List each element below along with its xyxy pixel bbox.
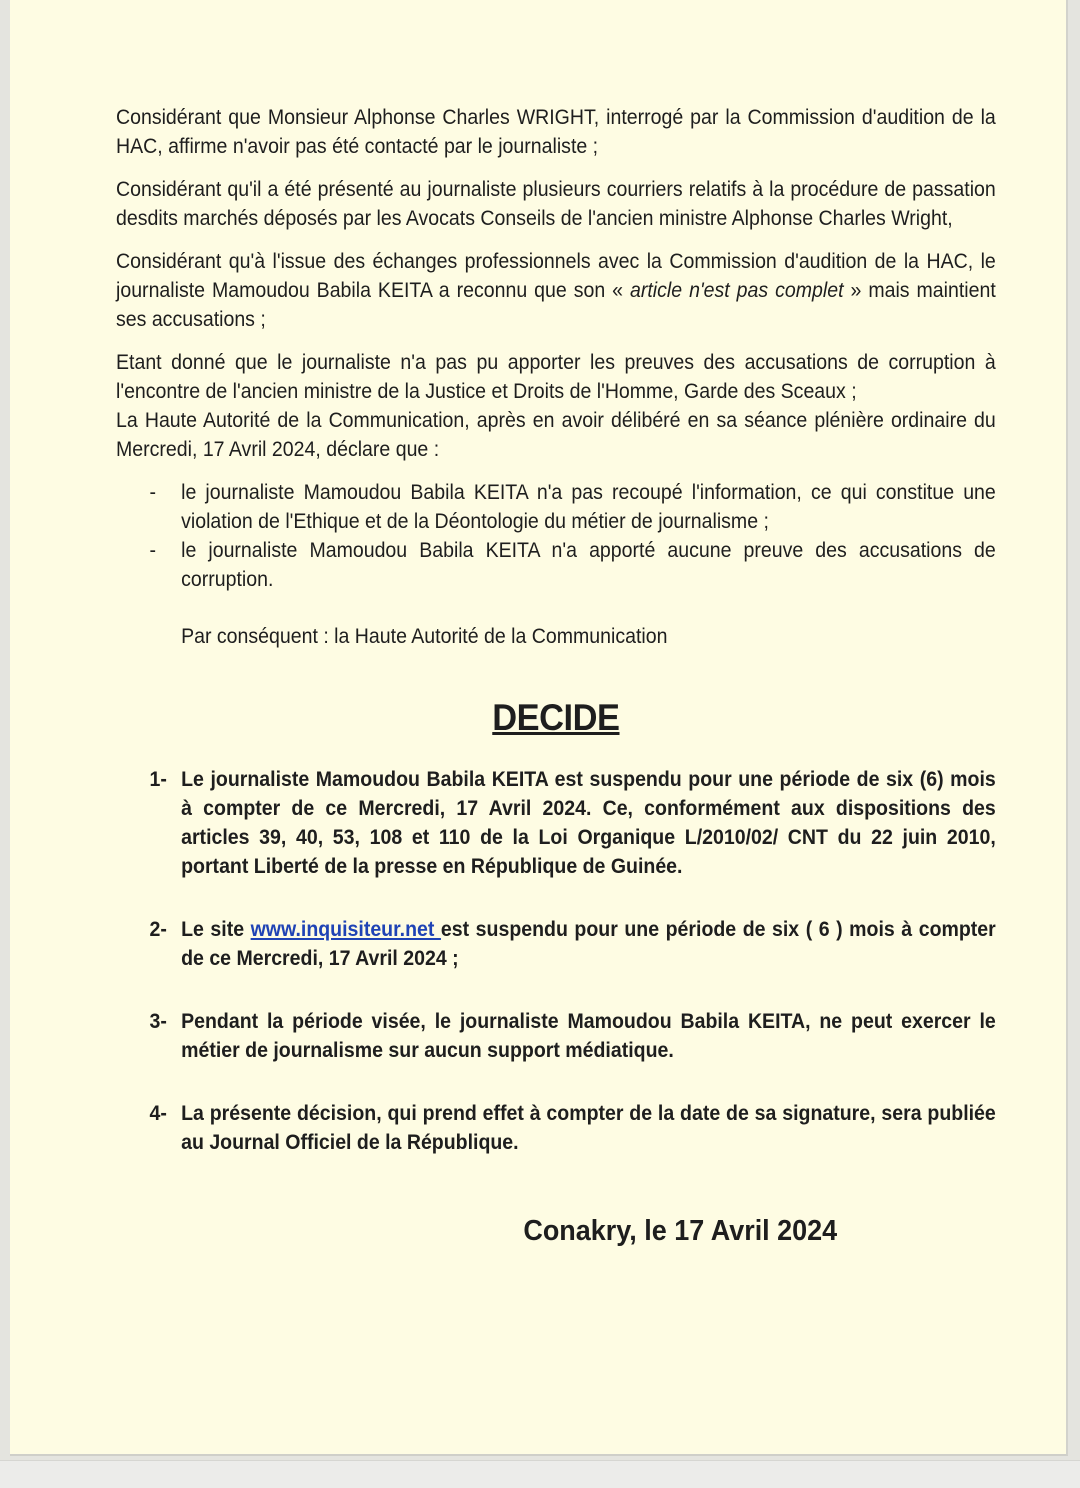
article-1 [116,765,996,881]
place-and-date: Conakry, le 17 Avril 2024 [523,1215,838,1247]
paragraph-letters-presented: Considérant qu'il a été présenté au journaliste plusieurs courriers relatifs à la procédure de passation desdits marchés déposés par les Avocats Conseils de l'ancien ministre Alphonse Charles Wright, [116,178,996,230]
article-number: 4- [149,1102,167,1125]
article-2 [116,915,996,973]
paragraph-article-incomplete-end: » mais maintient ses accusations ; [116,279,996,331]
article-number: 3- [149,1010,167,1033]
declaration-text: le journaliste Mamoudou Babila KEITA n'a apporté aucune preuve des accusations de corruption. [181,539,996,591]
inquisiteur-site-link[interactable]: www.inquisiteur.net [250,918,441,941]
paragraph-no-evidence: Etant donné que le journaliste n'a pas pu apporter les preuves des accusations de corruption à l'encontre de l'ancien ministre de la Justice et Droits de l'Homme, Garde des Sceaux ; [116,351,996,403]
article-text-start: Le site [181,918,251,941]
paragraph-article-incomplete-start: Considérant qu'à l'issue des échanges professionnels avec la Commission d'audition de la HAC, le journaliste Mamoudou Babila KEITA a reconnu que son « [116,250,996,302]
paragraph-hac-declares: La Haute Autorité de la Communication, après en avoir délibéré en sa séance plénière ordinaire du Mercredi, 17 Avril 2024, déclare que : [116,409,996,461]
list-dash: - [149,481,156,504]
declaration-item [116,536,996,594]
document-page [10,0,1068,1456]
article-number: 1- [149,768,167,791]
article-3 [116,1007,996,1065]
article-number: 2- [149,918,167,941]
bottom-strip [0,1460,1080,1488]
article-text-end: est suspendu pour une période de six ( 6 ) mois à compter de ce Mercredi, 17 Avril 2024 ; [181,918,996,970]
article-text: Pendant la période visée, le journaliste Mamoudou Babila KEITA, ne peut exercer le métier de journalisme sur aucun support médiatique. [181,1010,996,1062]
decision-articles [116,765,996,1157]
declarations-list [116,478,996,594]
quoted-article-incomplete: article n'est pas complet [630,279,844,302]
consequent-line: Par conséquent : la Haute Autorité de la Communication [181,625,668,648]
decide-heading: DECIDE [492,697,620,738]
article-4 [116,1099,996,1157]
paragraph-wright-not-contacted: Considérant que Monsieur Alphonse Charles WRIGHT, interrogé par la Commission d'audition de la HAC, affirme n'avoir pas été contacté par le journaliste ; [116,106,996,158]
declaration-text: le journaliste Mamoudou Babila KEITA n'a pas recoupé l'information, ce qui constitue une violation de l'Ethique et de la Déontologie du métier de journalisme ; [181,481,996,533]
article-text: La présente décision, qui prend effet à compter de la date de sa signature, sera publiée au Journal Officiel de la République. [181,1102,996,1154]
paragraph-article-incomplete [116,247,996,334]
list-dash: - [149,539,156,562]
declaration-item [116,478,996,536]
article-text: Le journaliste Mamoudou Babila KEITA est suspendu pour une période de six (6) mois à compter de ce Mercredi, 17 Avril 2024. Ce, conformément aux dispositions des articles 39, 40, 53, 108 et 110 de la Loi Organique L/2010/02/ CNT du 22 juin 2010, portant Liberté de la presse en République de Guinée. [181,768,996,878]
document-body [116,103,996,1249]
